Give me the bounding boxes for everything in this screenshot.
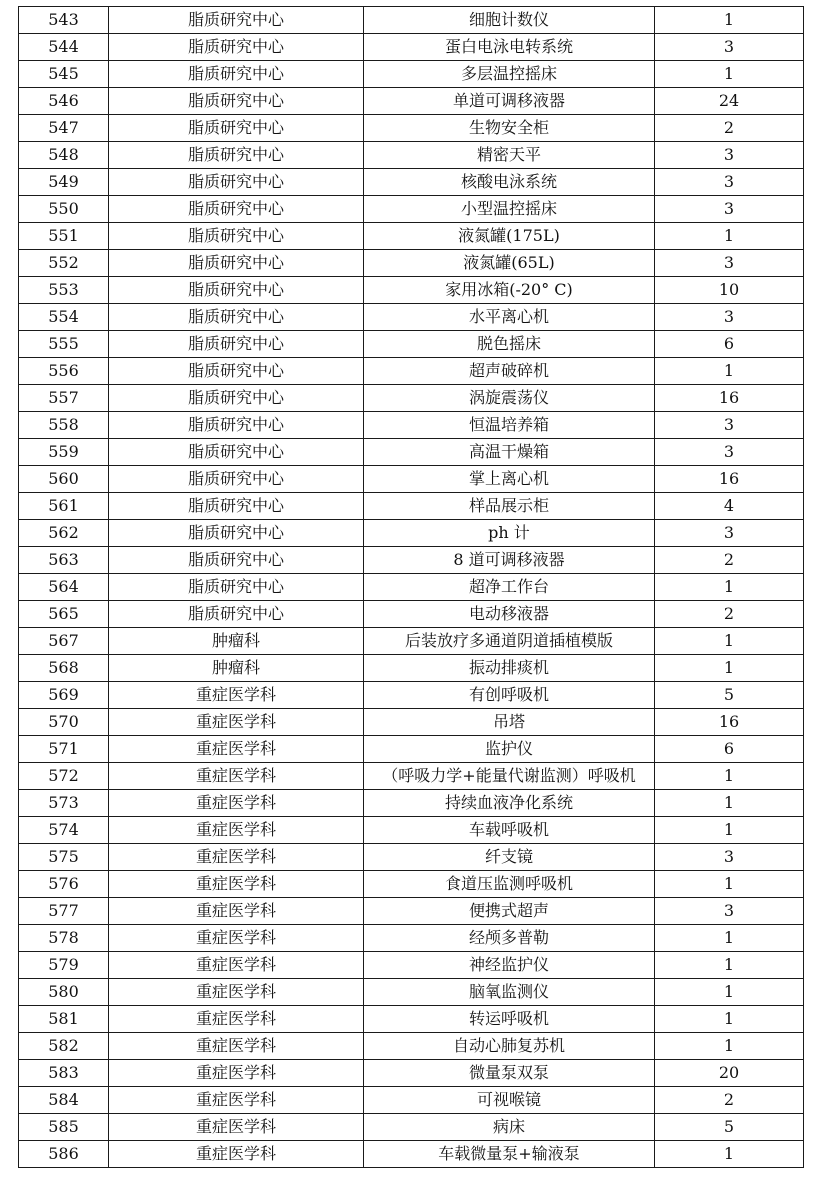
quantity-cell: 3 <box>655 520 804 547</box>
table-row <box>19 196 804 223</box>
department-cell: 脂质研究中心 <box>109 358 364 385</box>
row-number-cell: 545 <box>19 61 109 88</box>
row-number-cell: 568 <box>19 655 109 682</box>
table-row <box>19 952 804 979</box>
department-cell: 重症医学科 <box>109 925 364 952</box>
row-number-cell: 567 <box>19 628 109 655</box>
quantity-cell: 2 <box>655 115 804 142</box>
equipment-name-cell: （呼吸力学+能量代谢监测）呼吸机 <box>364 763 655 790</box>
row-number-cell: 585 <box>19 1114 109 1141</box>
equipment-table-body <box>19 7 804 1168</box>
quantity-cell: 1 <box>655 952 804 979</box>
table-row <box>19 736 804 763</box>
table-row <box>19 871 804 898</box>
department-cell: 重症医学科 <box>109 682 364 709</box>
quantity-cell: 3 <box>655 412 804 439</box>
row-number-cell: 573 <box>19 790 109 817</box>
quantity-cell: 16 <box>655 466 804 493</box>
equipment-name-cell: 高温干燥箱 <box>364 439 655 466</box>
table-row <box>19 223 804 250</box>
table-row <box>19 979 804 1006</box>
row-number-cell: 554 <box>19 304 109 331</box>
table-row <box>19 304 804 331</box>
table-row <box>19 763 804 790</box>
row-number-cell: 555 <box>19 331 109 358</box>
equipment-name-cell: 液氮罐(65L) <box>364 250 655 277</box>
row-number-cell: 544 <box>19 34 109 61</box>
department-cell: 重症医学科 <box>109 790 364 817</box>
quantity-cell: 3 <box>655 439 804 466</box>
table-row <box>19 520 804 547</box>
table-row <box>19 628 804 655</box>
quantity-cell: 4 <box>655 493 804 520</box>
equipment-name-cell: 小型温控摇床 <box>364 196 655 223</box>
department-cell: 脂质研究中心 <box>109 142 364 169</box>
equipment-name-cell: 核酸电泳系统 <box>364 169 655 196</box>
quantity-cell: 3 <box>655 898 804 925</box>
table-row <box>19 142 804 169</box>
table-row <box>19 277 804 304</box>
row-number-cell: 551 <box>19 223 109 250</box>
equipment-name-cell: 水平离心机 <box>364 304 655 331</box>
row-number-cell: 581 <box>19 1006 109 1033</box>
department-cell: 脂质研究中心 <box>109 115 364 142</box>
table-row <box>19 493 804 520</box>
department-cell: 重症医学科 <box>109 979 364 1006</box>
quantity-cell: 3 <box>655 142 804 169</box>
equipment-name-cell: 车载微量泵+输液泵 <box>364 1141 655 1168</box>
department-cell: 重症医学科 <box>109 898 364 925</box>
department-cell: 肿瘤科 <box>109 655 364 682</box>
department-cell: 脂质研究中心 <box>109 223 364 250</box>
quantity-cell: 2 <box>655 547 804 574</box>
department-cell: 脂质研究中心 <box>109 331 364 358</box>
department-cell: 脂质研究中心 <box>109 7 364 34</box>
table-row <box>19 682 804 709</box>
department-cell: 脂质研究中心 <box>109 61 364 88</box>
department-cell: 脂质研究中心 <box>109 88 364 115</box>
equipment-name-cell: 蛋白电泳电转系统 <box>364 34 655 61</box>
table-row <box>19 88 804 115</box>
equipment-name-cell: 液氮罐(175L) <box>364 223 655 250</box>
row-number-cell: 576 <box>19 871 109 898</box>
equipment-name-cell: 纤支镜 <box>364 844 655 871</box>
quantity-cell: 1 <box>655 7 804 34</box>
row-number-cell: 563 <box>19 547 109 574</box>
quantity-cell: 1 <box>655 574 804 601</box>
department-cell: 脂质研究中心 <box>109 34 364 61</box>
department-cell: 脂质研究中心 <box>109 196 364 223</box>
quantity-cell: 1 <box>655 925 804 952</box>
quantity-cell: 3 <box>655 250 804 277</box>
equipment-name-cell: 多层温控摇床 <box>364 61 655 88</box>
row-number-cell: 557 <box>19 385 109 412</box>
department-cell: 脂质研究中心 <box>109 574 364 601</box>
department-cell: 重症医学科 <box>109 1087 364 1114</box>
row-number-cell: 572 <box>19 763 109 790</box>
row-number-cell: 571 <box>19 736 109 763</box>
equipment-name-cell: 有创呼吸机 <box>364 682 655 709</box>
table-row <box>19 1114 804 1141</box>
quantity-cell: 5 <box>655 1114 804 1141</box>
department-cell: 重症医学科 <box>109 1114 364 1141</box>
row-number-cell: 579 <box>19 952 109 979</box>
table-row <box>19 115 804 142</box>
table-row <box>19 1060 804 1087</box>
equipment-name-cell: 后装放疗多通道阴道插植模版 <box>364 628 655 655</box>
quantity-cell: 1 <box>655 358 804 385</box>
table-row <box>19 358 804 385</box>
department-cell: 重症医学科 <box>109 763 364 790</box>
row-number-cell: 580 <box>19 979 109 1006</box>
table-row <box>19 169 804 196</box>
equipment-name-cell: 微量泵双泵 <box>364 1060 655 1087</box>
equipment-name-cell: 持续血液净化系统 <box>364 790 655 817</box>
table-row <box>19 1006 804 1033</box>
quantity-cell: 3 <box>655 304 804 331</box>
row-number-cell: 547 <box>19 115 109 142</box>
row-number-cell: 548 <box>19 142 109 169</box>
equipment-name-cell: 车载呼吸机 <box>364 817 655 844</box>
department-cell: 重症医学科 <box>109 709 364 736</box>
equipment-table <box>18 6 804 1168</box>
department-cell: 脂质研究中心 <box>109 250 364 277</box>
quantity-cell: 3 <box>655 34 804 61</box>
equipment-name-cell: 8 道可调移液器 <box>364 547 655 574</box>
quantity-cell: 1 <box>655 790 804 817</box>
department-cell: 重症医学科 <box>109 736 364 763</box>
equipment-name-cell: 样品展示柜 <box>364 493 655 520</box>
quantity-cell: 3 <box>655 844 804 871</box>
table-row <box>19 61 804 88</box>
department-cell: 重症医学科 <box>109 871 364 898</box>
quantity-cell: 2 <box>655 601 804 628</box>
department-cell: 脂质研究中心 <box>109 277 364 304</box>
department-cell: 脂质研究中心 <box>109 547 364 574</box>
row-number-cell: 575 <box>19 844 109 871</box>
department-cell: 重症医学科 <box>109 1141 364 1168</box>
quantity-cell: 20 <box>655 1060 804 1087</box>
department-cell: 脂质研究中心 <box>109 169 364 196</box>
equipment-name-cell: 便携式超声 <box>364 898 655 925</box>
equipment-name-cell: ph 计 <box>364 520 655 547</box>
quantity-cell: 1 <box>655 817 804 844</box>
department-cell: 重症医学科 <box>109 844 364 871</box>
department-cell: 重症医学科 <box>109 817 364 844</box>
department-cell: 脂质研究中心 <box>109 412 364 439</box>
quantity-cell: 16 <box>655 709 804 736</box>
row-number-cell: 582 <box>19 1033 109 1060</box>
equipment-name-cell: 家用冰箱(-20° C) <box>364 277 655 304</box>
row-number-cell: 552 <box>19 250 109 277</box>
table-row <box>19 1033 804 1060</box>
table-row <box>19 898 804 925</box>
department-cell: 肿瘤科 <box>109 628 364 655</box>
row-number-cell: 553 <box>19 277 109 304</box>
equipment-name-cell: 精密天平 <box>364 142 655 169</box>
table-row <box>19 655 804 682</box>
department-cell: 脂质研究中心 <box>109 385 364 412</box>
row-number-cell: 558 <box>19 412 109 439</box>
table-row <box>19 601 804 628</box>
quantity-cell: 1 <box>655 979 804 1006</box>
quantity-cell: 3 <box>655 196 804 223</box>
quantity-cell: 1 <box>655 223 804 250</box>
row-number-cell: 569 <box>19 682 109 709</box>
department-cell: 脂质研究中心 <box>109 304 364 331</box>
equipment-name-cell: 脑氧监测仪 <box>364 979 655 1006</box>
department-cell: 重症医学科 <box>109 952 364 979</box>
equipment-name-cell: 细胞计数仪 <box>364 7 655 34</box>
table-row <box>19 790 804 817</box>
equipment-name-cell: 神经监护仪 <box>364 952 655 979</box>
row-number-cell: 584 <box>19 1087 109 1114</box>
equipment-name-cell: 监护仪 <box>364 736 655 763</box>
row-number-cell: 550 <box>19 196 109 223</box>
quantity-cell: 1 <box>655 628 804 655</box>
department-cell: 脂质研究中心 <box>109 466 364 493</box>
quantity-cell: 5 <box>655 682 804 709</box>
row-number-cell: 565 <box>19 601 109 628</box>
equipment-name-cell: 自动心肺复苏机 <box>364 1033 655 1060</box>
quantity-cell: 1 <box>655 1033 804 1060</box>
equipment-name-cell: 转运呼吸机 <box>364 1006 655 1033</box>
row-number-cell: 564 <box>19 574 109 601</box>
table-row <box>19 844 804 871</box>
equipment-name-cell: 病床 <box>364 1114 655 1141</box>
quantity-cell: 1 <box>655 763 804 790</box>
row-number-cell: 559 <box>19 439 109 466</box>
quantity-cell: 3 <box>655 169 804 196</box>
row-number-cell: 562 <box>19 520 109 547</box>
equipment-name-cell: 电动移液器 <box>364 601 655 628</box>
table-row <box>19 1141 804 1168</box>
quantity-cell: 16 <box>655 385 804 412</box>
row-number-cell: 556 <box>19 358 109 385</box>
equipment-name-cell: 经颅多普勒 <box>364 925 655 952</box>
row-number-cell: 574 <box>19 817 109 844</box>
equipment-name-cell: 超净工作台 <box>364 574 655 601</box>
equipment-name-cell: 食道压监测呼吸机 <box>364 871 655 898</box>
quantity-cell: 1 <box>655 1141 804 1168</box>
quantity-cell: 6 <box>655 736 804 763</box>
department-cell: 脂质研究中心 <box>109 493 364 520</box>
equipment-name-cell: 可视喉镜 <box>364 1087 655 1114</box>
department-cell: 重症医学科 <box>109 1060 364 1087</box>
table-row <box>19 1087 804 1114</box>
equipment-list-page <box>18 6 803 1168</box>
row-number-cell: 560 <box>19 466 109 493</box>
row-number-cell: 577 <box>19 898 109 925</box>
table-row <box>19 331 804 358</box>
equipment-name-cell: 涡旋震荡仪 <box>364 385 655 412</box>
equipment-name-cell: 吊塔 <box>364 709 655 736</box>
quantity-cell: 1 <box>655 871 804 898</box>
table-row <box>19 385 804 412</box>
equipment-name-cell: 单道可调移液器 <box>364 88 655 115</box>
row-number-cell: 561 <box>19 493 109 520</box>
table-row <box>19 547 804 574</box>
equipment-name-cell: 超声破碎机 <box>364 358 655 385</box>
equipment-name-cell: 生物安全柜 <box>364 115 655 142</box>
row-number-cell: 583 <box>19 1060 109 1087</box>
quantity-cell: 6 <box>655 331 804 358</box>
row-number-cell: 578 <box>19 925 109 952</box>
quantity-cell: 24 <box>655 88 804 115</box>
table-row <box>19 412 804 439</box>
department-cell: 脂质研究中心 <box>109 601 364 628</box>
row-number-cell: 586 <box>19 1141 109 1168</box>
quantity-cell: 1 <box>655 1006 804 1033</box>
equipment-name-cell: 振动排痰机 <box>364 655 655 682</box>
table-row <box>19 34 804 61</box>
row-number-cell: 570 <box>19 709 109 736</box>
table-row <box>19 7 804 34</box>
row-number-cell: 549 <box>19 169 109 196</box>
table-row <box>19 574 804 601</box>
quantity-cell: 2 <box>655 1087 804 1114</box>
table-row <box>19 439 804 466</box>
equipment-name-cell: 恒温培养箱 <box>364 412 655 439</box>
quantity-cell: 10 <box>655 277 804 304</box>
department-cell: 脂质研究中心 <box>109 439 364 466</box>
department-cell: 重症医学科 <box>109 1033 364 1060</box>
department-cell: 重症医学科 <box>109 1006 364 1033</box>
quantity-cell: 1 <box>655 61 804 88</box>
equipment-name-cell: 脱色摇床 <box>364 331 655 358</box>
table-row <box>19 466 804 493</box>
table-row <box>19 817 804 844</box>
department-cell: 脂质研究中心 <box>109 520 364 547</box>
table-row <box>19 250 804 277</box>
equipment-name-cell: 掌上离心机 <box>364 466 655 493</box>
row-number-cell: 543 <box>19 7 109 34</box>
table-row <box>19 709 804 736</box>
table-row <box>19 925 804 952</box>
quantity-cell: 1 <box>655 655 804 682</box>
row-number-cell: 546 <box>19 88 109 115</box>
